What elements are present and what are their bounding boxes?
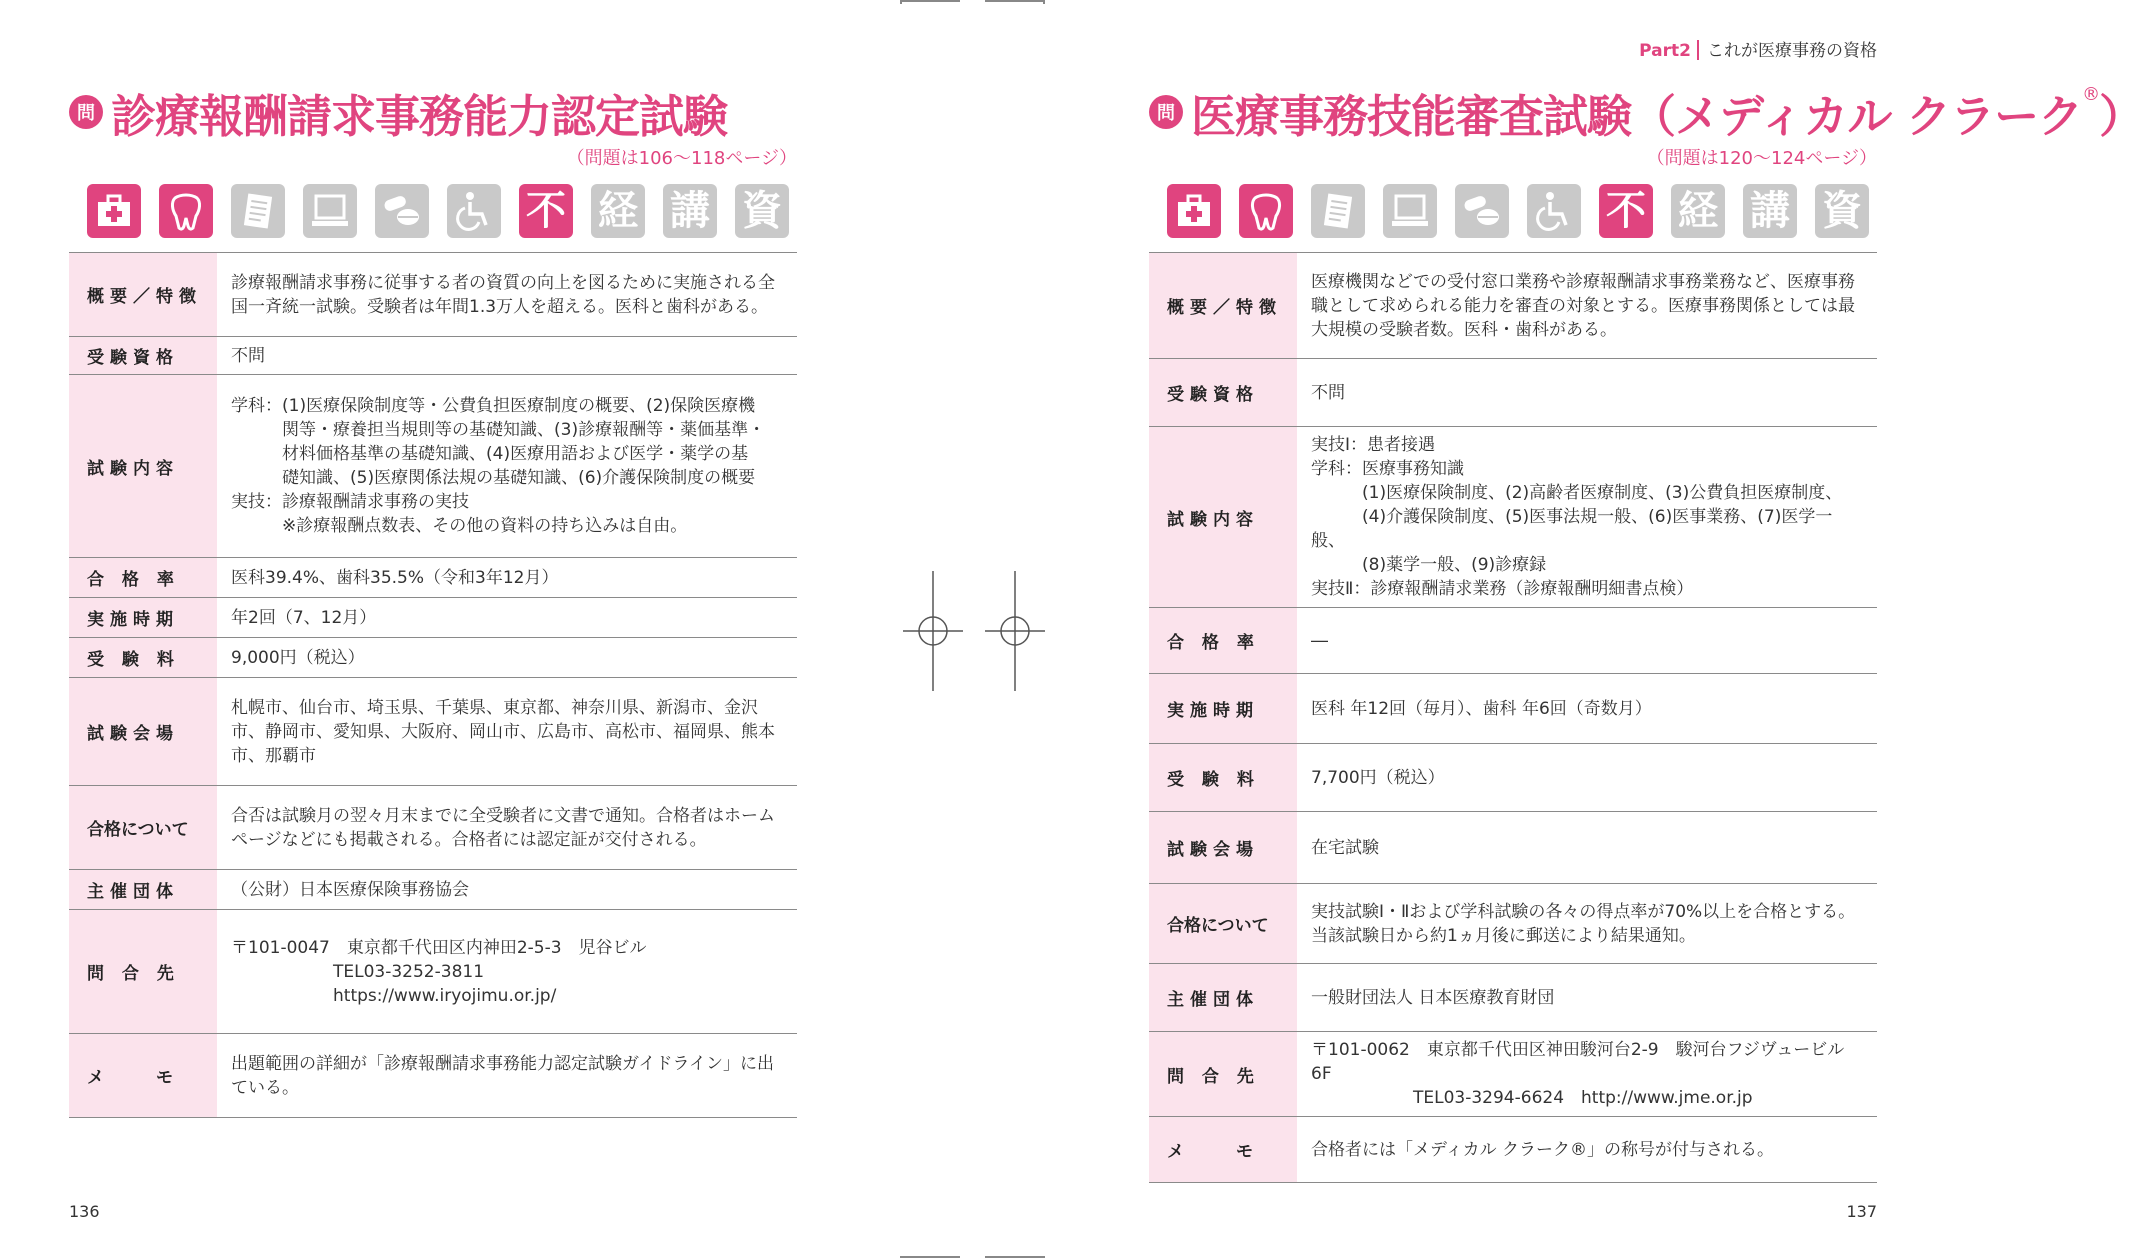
question-badge: 問 (1149, 95, 1183, 129)
info-row-value: 実技試験Ⅰ・Ⅱおよび学科試験の各々の得点率が70%以上を合格とする。当該試験日から約1ヵ月後に郵送により結果通知。 (1297, 884, 1877, 964)
left-page (69, 0, 797, 1258)
wheelchair-icon (1527, 184, 1581, 238)
info-row-value: 実技Ⅰ：患者接遇 学科：医療事務知識 (1)医療保険制度、(2)高齢者医療制度、(3)公費負担医療制度、 (4)介護保険制度、(5)医事法規一般、(6)医事業務、(7)医学一般、 (8)薬学一般、(9)診療録 実技Ⅱ：診療報酬請求業務（診療報酬明細書点検） (1297, 427, 1877, 608)
info-row-value: 9,000円（税込） (217, 638, 797, 678)
crop-mark (985, 0, 1045, 2)
part-separator (1697, 40, 1699, 60)
info-row-value: 医療機関などでの受付窓口業務や診療報酬請求事務業務など、医療事務職として求められる能力を審査の対象とする。医療事務関係としては最大規模の受験者数。医科・歯科がある。 (1297, 253, 1877, 359)
info-row-value: 7,700円（税込） (1297, 744, 1877, 812)
question-badge: 問 (69, 95, 103, 129)
info-row (1149, 964, 1877, 1032)
info-row-value: 医科39.4%、歯科35.5%（令和3年12月） (217, 558, 797, 598)
info-row-value: 学科：(1)医療保険制度等・公費負担医療制度の概要、(2)保険医療機 関等・療養担当規則等の基礎知識、(3)診療報酬等・薬価基準・ 材料価格基準の基礎知識、(4)医療用語および医学・薬学の基 礎知識、(5)医療関係法規の基礎知識、(6)介護保険制度の概要 実技：診療報酬請求事務の実技 ※診療報酬点数表、その他の資料の持ち込みは自由。 (217, 375, 797, 558)
page-title-end: ） (2099, 89, 2143, 143)
info-row (69, 558, 797, 598)
info-row-value: 医科 年12回（毎月）、歯科 年6回（奇数月） (1297, 674, 1877, 744)
info-row-value: 一般財団法人 日本医療教育財団 (1297, 964, 1877, 1032)
medical-cross-icon (87, 184, 141, 238)
shi-kanji-icon-glyph: 資 (742, 188, 782, 234)
left-title-row (69, 82, 797, 142)
info-row-value: 〒101-0047 東京都千代田区内神田2-5-3 児谷ビル TEL03-3252-3811 https://www.iryojimu.or.jp/ (217, 910, 797, 1034)
info-row (69, 337, 797, 375)
part-label: Part2 (1639, 41, 1691, 61)
tooth-icon (159, 184, 213, 238)
kou-kanji-icon (1743, 184, 1797, 238)
info-row-label: 合格について (69, 786, 217, 870)
kou-kanji-icon-glyph: 講 (670, 188, 710, 234)
crop-mark (1043, 0, 1045, 4)
info-row-label: 主催団体 (1149, 964, 1297, 1032)
info-row-value: 不問 (217, 337, 797, 375)
page-title (1191, 80, 2143, 145)
info-row-value: （公財）日本医療保険事務協会 (217, 870, 797, 910)
right-page (1149, 0, 2143, 1258)
info-row-value: 〒101-0062 東京都千代田区神田駿河台2-9 駿河台フジヴュービル6F TEL03-3294-6624 http://www.jme.or.jp (1297, 1032, 1877, 1117)
info-row-value: 在宅試験 (1297, 812, 1877, 884)
computer-icon (1383, 184, 1437, 238)
fu-kanji-icon (519, 184, 573, 238)
pill-icon (1455, 184, 1509, 238)
category-icons (1167, 184, 1869, 238)
info-row-label: 合 格 率 (1149, 608, 1297, 674)
info-row (69, 253, 797, 337)
info-row-label: 合 格 率 (69, 558, 217, 598)
problem-page-reference: （問題は106〜118ページ） (566, 148, 797, 169)
kou-kanji-icon-glyph: 講 (1750, 188, 1790, 234)
info-row-value: 診療報酬請求事務に従事する者の資質の向上を図るために実施される全国一斉統一試験。受験者は年間1.3万人を超える。医科と歯科がある。 (217, 253, 797, 337)
kou-kanji-icon (663, 184, 717, 238)
info-row-label: 概要／特徴 (1149, 253, 1297, 359)
info-row (69, 598, 797, 638)
crop-mark (900, 0, 960, 2)
info-row-label: 試験内容 (69, 375, 217, 558)
info-row (1149, 1032, 1877, 1117)
info-row-value: 合格者には「メディカル クラーク®」の称号が付与される。 (1297, 1117, 1877, 1183)
info-row (1149, 884, 1877, 964)
registration-mark-right (985, 571, 1045, 691)
crop-mark (900, 0, 902, 4)
info-row (1149, 674, 1877, 744)
info-row-value: 合否は試験月の翌々月末までに全受験者に文書で通知。合格者はホームページなどにも掲載される。合格者には認定証が交付される。 (217, 786, 797, 870)
fu-kanji-icon (1599, 184, 1653, 238)
registered-mark: ® (2082, 83, 2100, 105)
info-row (69, 910, 797, 1034)
info-row-value: ― (1297, 608, 1877, 674)
info-row (69, 638, 797, 678)
page-title-text: 医療事務技能審査試験（メディカル クラーク (1191, 89, 2083, 143)
right-title-row (1149, 82, 2143, 143)
info-row-label: 問 合 先 (69, 910, 217, 1034)
info-row-value: 不問 (1297, 359, 1877, 427)
kei-kanji-icon-glyph: 経 (598, 188, 638, 234)
shi-kanji-icon (735, 184, 789, 238)
document-icon (231, 184, 285, 238)
info-row-label: 主催団体 (69, 870, 217, 910)
info-row-label: 実施時期 (1149, 674, 1297, 744)
document-icon (1311, 184, 1365, 238)
page-title: 診療報酬請求事務能力認定試験 (111, 89, 728, 143)
info-row (1149, 744, 1877, 812)
info-row (1149, 812, 1877, 884)
info-row-value: 出題範囲の詳細が「診療報酬請求事務能力認定試験ガイドライン」に出ている。 (217, 1034, 797, 1118)
info-row-label: 試験会場 (1149, 812, 1297, 884)
medical-cross-icon (1167, 184, 1221, 238)
info-row (1149, 608, 1877, 674)
info-row-label: 問 合 先 (1149, 1032, 1297, 1117)
page-number: 137 (1846, 1202, 1877, 1221)
pill-icon (375, 184, 429, 238)
fu-kanji-icon-glyph: 不 (1606, 188, 1646, 234)
info-row-label: 受 験 料 (1149, 744, 1297, 812)
wheelchair-icon (447, 184, 501, 238)
category-icons (87, 184, 789, 238)
shi-kanji-icon (1815, 184, 1869, 238)
info-row-label: メ モ (69, 1034, 217, 1118)
info-row-label: 合格について (1149, 884, 1297, 964)
shi-kanji-icon-glyph: 資 (1822, 188, 1862, 234)
registration-mark-left (903, 571, 963, 691)
tooth-icon (1239, 184, 1293, 238)
part-header (1639, 36, 1877, 61)
info-table (1149, 252, 1877, 1183)
kei-kanji-icon-glyph: 経 (1678, 188, 1718, 234)
info-row-label: 受験資格 (69, 337, 217, 375)
fu-kanji-icon-glyph: 不 (526, 188, 566, 234)
info-row-label: 試験会場 (69, 678, 217, 786)
info-row-label: 受験資格 (1149, 359, 1297, 427)
info-table (69, 252, 797, 1118)
info-row-label: メ モ (1149, 1117, 1297, 1183)
kei-kanji-icon (1671, 184, 1725, 238)
kei-kanji-icon (591, 184, 645, 238)
info-row (1149, 253, 1877, 359)
info-row-label: 試験内容 (1149, 427, 1297, 608)
problem-page-reference: （問題は120〜124ページ） (1646, 148, 1877, 169)
info-row-label: 実施時期 (69, 598, 217, 638)
page-number: 136 (69, 1202, 100, 1221)
info-row (69, 870, 797, 910)
info-row (69, 786, 797, 870)
info-row-label: 受 験 料 (69, 638, 217, 678)
info-row (1149, 427, 1877, 608)
part-title: これが医療事務の資格 (1707, 41, 1877, 61)
info-row-value: 年2回（7、12月） (217, 598, 797, 638)
info-row (69, 375, 797, 558)
info-row (69, 1034, 797, 1118)
info-row-label: 概要／特徴 (69, 253, 217, 337)
info-row (1149, 359, 1877, 427)
computer-icon (303, 184, 357, 238)
info-row-value: 札幌市、仙台市、埼玉県、千葉県、東京都、神奈川県、新潟市、金沢市、静岡市、愛知県、大阪府、岡山市、広島市、高松市、福岡県、熊本市、那覇市 (217, 678, 797, 786)
info-row (1149, 1117, 1877, 1183)
info-row (69, 678, 797, 786)
